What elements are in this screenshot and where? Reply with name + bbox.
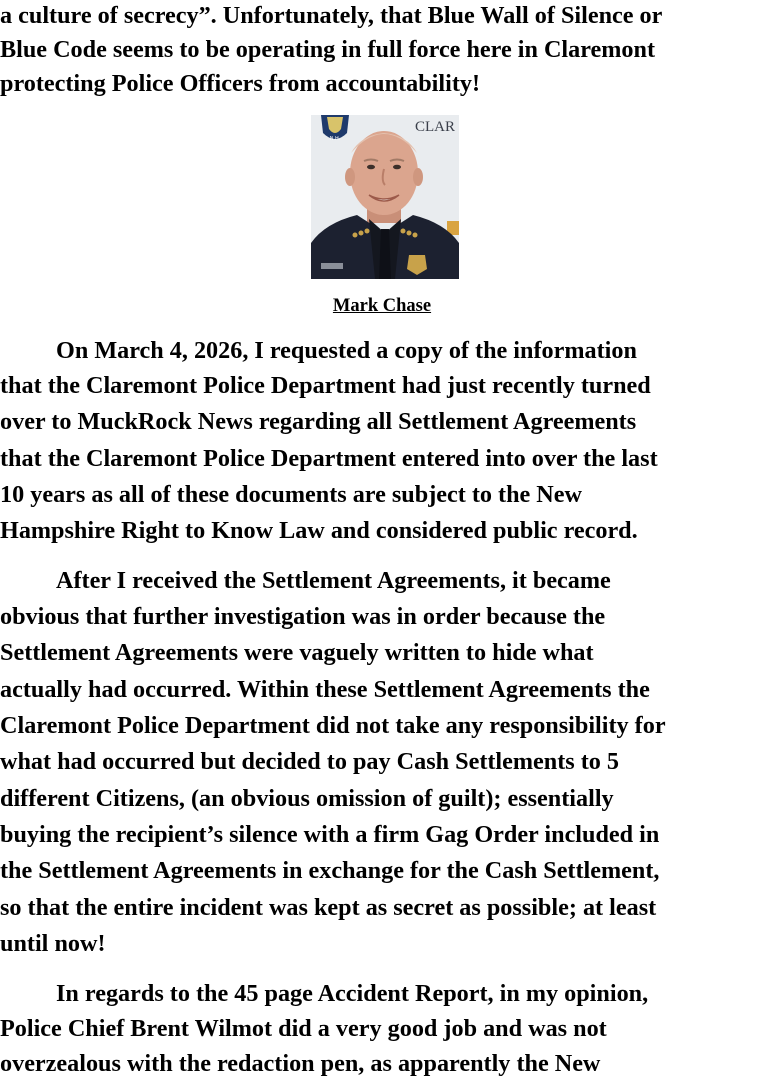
text-line: actually had occurred. Within these Settlement Agreements the [0, 676, 650, 703]
text-line: the Settlement Agreements in exchange for the Cash Settlement, [0, 857, 660, 884]
text-line: Settlement Agreements were vaguely written to hide what [0, 639, 594, 666]
text-line: until now! [0, 930, 106, 957]
photo-caption: Mark Chase [332, 296, 432, 316]
text-line: over to MuckRock News regarding all Settlement Agreements [0, 408, 637, 435]
portrait-photo [311, 115, 459, 279]
text-line: Hampshire Right to Know Law and considered public record. [0, 517, 638, 544]
text-line: protecting Police Officers from accountability! [0, 70, 481, 97]
text-line: In regards to the 45 page Accident Report, in my opinion, [56, 980, 649, 1007]
text-line: 10 years as all of these documents are subject to the New [0, 481, 582, 508]
background-sign-text: CLAR [415, 119, 456, 135]
text-line: so that the entire incident was kept as secret as possible; at least [0, 894, 657, 921]
text-line: Blue Code seems to be operating in full force here in Claremont [0, 36, 656, 63]
text-line: different Citizens, (an obvious omission of guilt); essentially [0, 785, 614, 812]
text-line: that the Claremont Police Department entered into over the last [0, 445, 658, 472]
text-line: Police Chief Brent Wilmot did a very good job and was not [0, 1015, 607, 1042]
text-line: buying the recipient’s silence with a firm Gag Order included in [0, 821, 660, 848]
patch-text: N.H. [329, 136, 341, 142]
text-line: On March 4, 2026, I requested a copy of the information [56, 337, 637, 364]
text-line: a culture of secrecy”. Unfortunately, that Blue Wall of Silence or [0, 2, 663, 29]
text-line: After I received the Settlement Agreements, it became [56, 567, 611, 594]
text-line: Claremont Police Department did not take any responsibility for [0, 712, 666, 739]
text-line: that the Claremont Police Department had just recently turned [0, 372, 651, 399]
text-line: what had occurred but decided to pay Cash Settlements to 5 [0, 748, 620, 775]
portrait-illustration [311, 115, 459, 279]
text-line: overzealous with the redaction pen, as apparently the New [0, 1050, 601, 1077]
text-line: obvious that further investigation was in order because the [0, 603, 606, 630]
